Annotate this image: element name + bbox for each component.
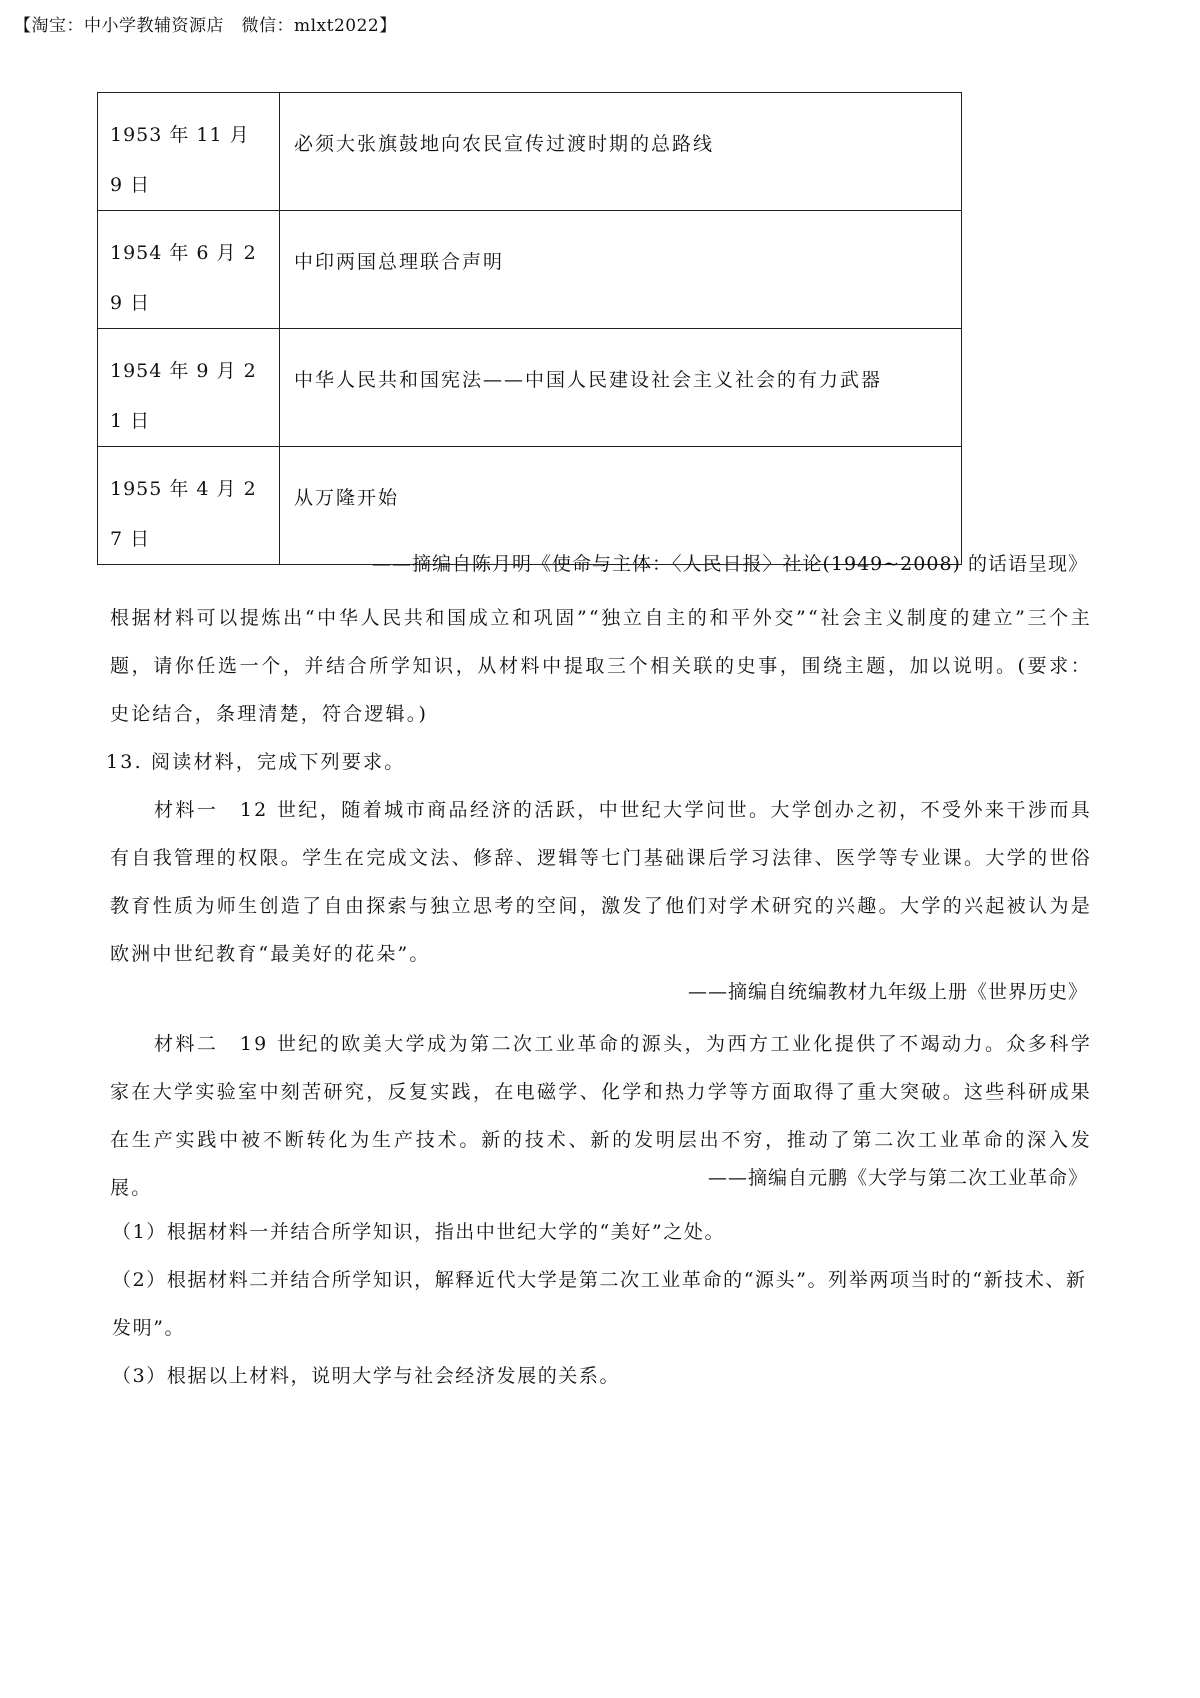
headline-cell xyxy=(280,447,962,565)
q13-title: 13. 阅读材料，完成下列要求。 xyxy=(106,751,406,773)
editorial-title: 从万隆开始 xyxy=(294,487,400,509)
editorial-title: 必须大张旗鼓地向农民宣传过渡时期的总路线 xyxy=(294,133,715,155)
editorial-date: 1954 年 6 月 29 日 xyxy=(110,242,257,314)
table-row xyxy=(98,329,962,447)
editorial-date: 1954 年 9 月 21 日 xyxy=(110,360,257,432)
q13-subquestion-3: （3）根据以上材料，说明大学与社会经济发展的关系。 xyxy=(112,1365,621,1387)
editorial-title: 中华人民共和国宪法——中国人民建设社会主义社会的有力武器 xyxy=(294,369,883,391)
q12-prompt: 根据材料可以提炼出“中华人民共和国成立和巩固”“独立自主的和平外交”“社会主义制度的建立”三个主题，请你任选一个，并结合所学知识，从材料中提取三个相关联的史事，围绕主题，加以说明。(要求：史论结合，条理清楚，符合逻辑。) xyxy=(110,607,1092,725)
editorial-date: 1953 年 11 月 9 日 xyxy=(110,124,250,196)
editorials-table xyxy=(97,92,962,565)
q13-material-two: 材料二 19 世纪的欧美大学成为第二次工业革命的源头，为西方工业化提供了不竭动力。众多科学家在大学实验室中刻苦研究，反复实践，在电磁学、化学和热力学等方面取得了重大突破。这些科研成果在生产实践中被不断转化为生产技术。新的技术、新的发明层出不穷，推动了第二次工业革命的深入发展。 xyxy=(110,1033,1092,1199)
q13-material-two-source: ——摘编自元鹏《大学与第二次工业革命》 xyxy=(707,1167,1088,1189)
editorial-title: 中印两国总理联合声明 xyxy=(294,251,505,273)
date-cell xyxy=(98,447,280,565)
date-cell xyxy=(98,211,280,329)
date-cell xyxy=(98,93,280,211)
q13-subquestion-1: （1）根据材料一并结合所学知识，指出中世纪大学的“美好”之处。 xyxy=(112,1221,726,1243)
table-row xyxy=(98,93,962,211)
q13-subquestion-2: （2）根据材料二并结合所学知识，解释近代大学是第二次工业革命的“源头”。列举两项当时的“新技术、新发明”。 xyxy=(112,1269,1087,1339)
q12-source-citation: ——摘编自陈月明《使命与主体：〈人民日报〉社论(1949~2008) 的话语呈现》 xyxy=(372,553,1088,575)
page-header-watermark: 【淘宝：中小学教辅资源店 微信：mlxt2022】 xyxy=(14,16,397,36)
headline-cell xyxy=(280,211,962,329)
date-cell xyxy=(98,329,280,447)
headline-cell xyxy=(280,93,962,211)
headline-cell xyxy=(280,329,962,447)
table-row xyxy=(98,447,962,565)
table-row xyxy=(98,211,962,329)
q13-material-one: 材料一 12 世纪，随着城市商品经济的活跃，中世纪大学问世。大学创办之初，不受外来干涉而具有自我管理的权限。学生在完成文法、修辞、逻辑等七门基础课后学习法律、医学等专业课。大学的世俗教育性质为师生创造了自由探索与独立思考的空间，激发了他们对学术研究的兴趣。大学的兴起被认为是欧洲中世纪教育“最美好的花朵”。 xyxy=(110,799,1092,965)
q13-material-one-source: ——摘编自统编教材九年级上册《世界历史》 xyxy=(687,981,1088,1003)
editorial-date: 1955 年 4 月 27 日 xyxy=(110,478,257,550)
